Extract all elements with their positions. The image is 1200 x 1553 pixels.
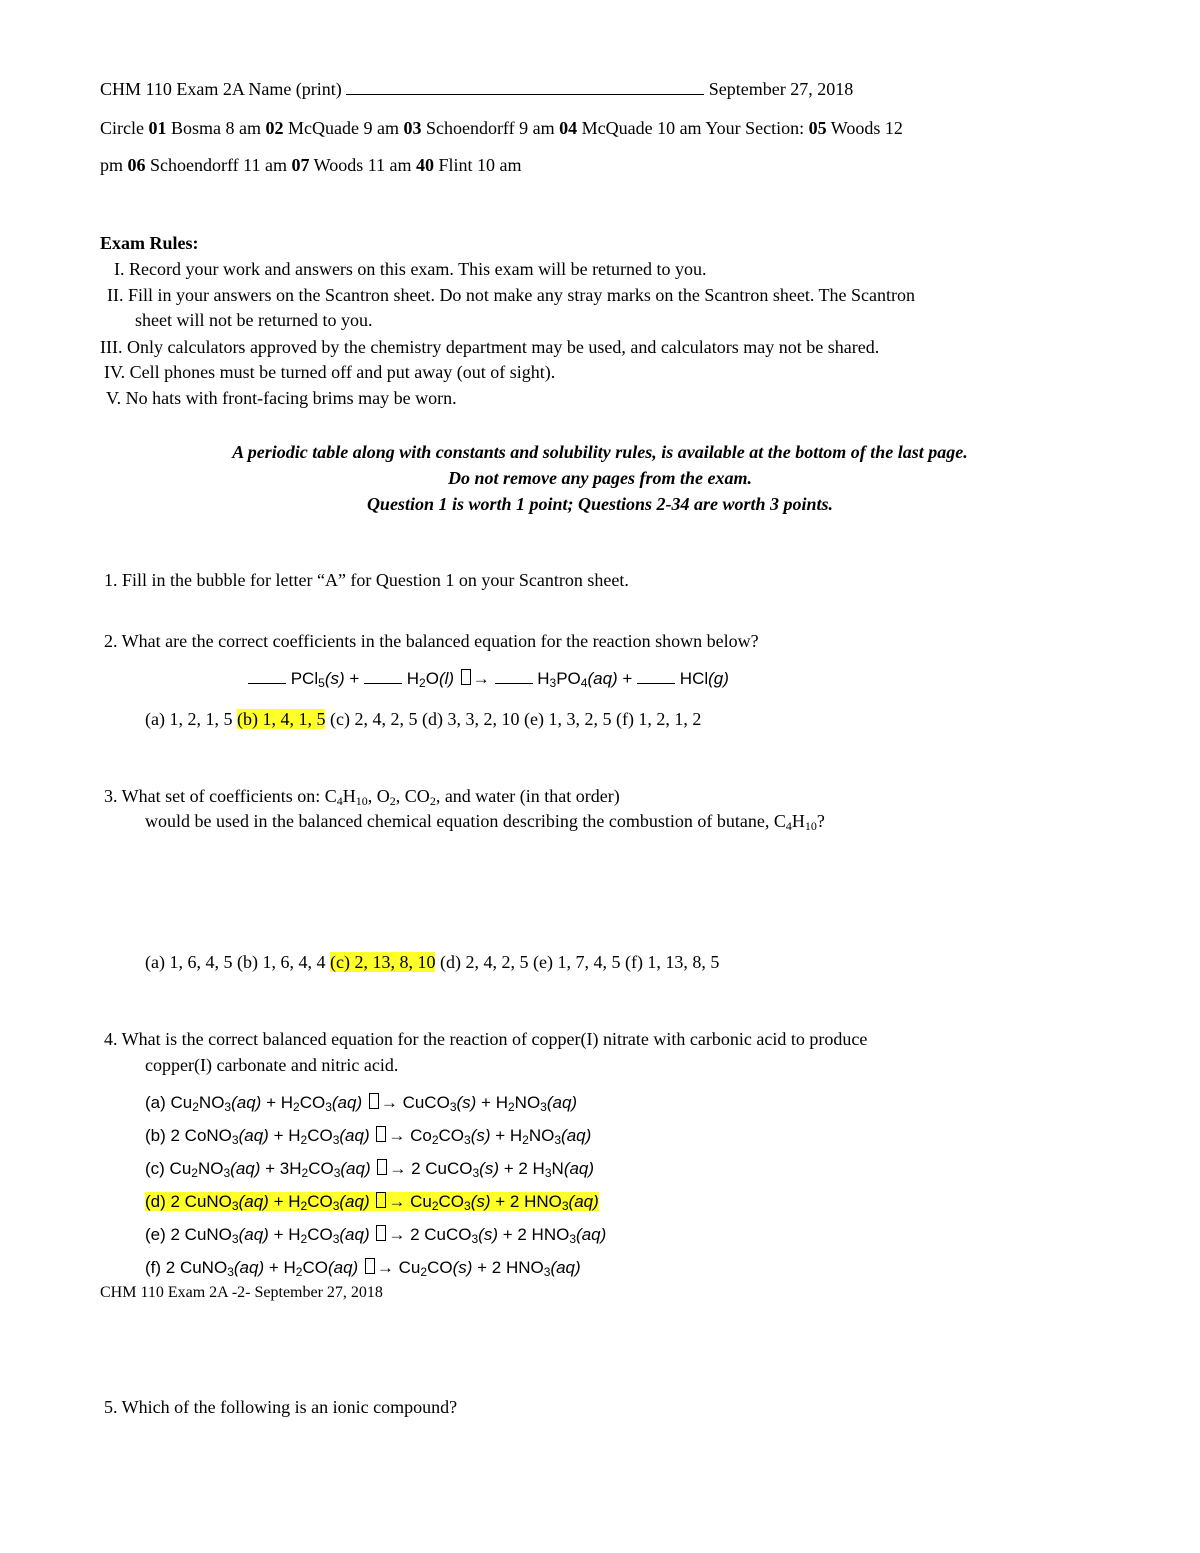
rule-4: IV. Cell phones must be turned off and put away (out of sight). bbox=[104, 362, 556, 382]
section-01-text: Bosma 8 am bbox=[170, 118, 261, 138]
question-4-cont: copper(I) carbonate and nitric acid. bbox=[145, 1055, 399, 1075]
q3-option-e[interactable]: (e) 1, 7, 4, 5 bbox=[532, 952, 621, 972]
q2-option-a[interactable]: (a) 1, 2, 1, 5 bbox=[145, 709, 233, 729]
section-06-number[interactable]: 06 bbox=[127, 155, 146, 175]
q4-option-a[interactable]: (a) $Cu_2NO_3(aq) + H_2CO_3(aq)$ → CuCO$_3$(s) + $H_2NO_3(aq)$ bbox=[145, 1093, 578, 1114]
q2-option-d[interactable]: (d) 3, 3, 2, 10 bbox=[421, 709, 520, 729]
section-01-number[interactable]: 01 bbox=[148, 118, 167, 138]
section-03-number[interactable]: 03 bbox=[403, 118, 422, 138]
q3-option-f[interactable]: (f) 1, 13, 8, 5 bbox=[624, 952, 720, 972]
pm-label: pm bbox=[100, 155, 124, 175]
question-3-cont: would be used in the balanced chemical equation describing the combustion of butane, $C_4H_{10}$? bbox=[145, 811, 825, 833]
section-line-1 bbox=[100, 116, 903, 140]
exam-header bbox=[100, 77, 853, 101]
section-03-text: Schoendorff 9 am bbox=[425, 118, 555, 138]
q4-option-c[interactable]: (c) $Cu_2NO_3(aq) + 3H_2CO_3(aq) \to 2$ CuCO$_3$(s) + 2 $H_3N(aq)$ bbox=[145, 1159, 595, 1180]
q4-option-b[interactable]: (b) 2 CoNO$_3$(aq) + $H_2CO_3(aq) \to Co_2CO_3(s) + H_2NO_3(aq)$ bbox=[145, 1126, 592, 1147]
q3-option-a[interactable]: (a) 1, 6, 4, 5 bbox=[145, 952, 233, 972]
q2-options bbox=[145, 707, 701, 731]
question-4: 4. What is the correct balanced equation for the reaction of copper(I) nitrate with carbonic acid to produce bbox=[104, 1029, 868, 1049]
q3-option-c[interactable]: (c) 2, 13, 8, 10 bbox=[329, 952, 436, 972]
q2-option-b[interactable]: (b) 1, 4, 1, 5 bbox=[236, 709, 326, 729]
section-04-number[interactable]: 04 bbox=[559, 118, 578, 138]
section-04-text: McQuade 10 am Your Section: bbox=[581, 118, 805, 138]
q3-options bbox=[145, 950, 719, 974]
section-06-text: Schoendorff 11 am bbox=[150, 155, 287, 175]
question-2: 2. What are the correct coefficients in the balanced equation for the reaction shown below? bbox=[104, 631, 759, 651]
question-1: 1. Fill in the bubble for letter “A” for Question 1 on your Scantron sheet. bbox=[104, 570, 629, 590]
exam-date: September 27, 2018 bbox=[708, 79, 854, 99]
question-3: 3. What set of coefficients on: $C_4H_{10}$, $O_2$, $CO_2$, and water (in that order) bbox=[104, 786, 620, 808]
circle-label: Circle bbox=[100, 118, 144, 138]
page-footer: CHM 110 Exam 2A -2- September 27, 2018 bbox=[100, 1284, 383, 1301]
rule-1: I. Record your work and answers on this exam. This exam will be returned to you. bbox=[114, 259, 707, 279]
rule-2-cont: sheet will not be returned to you. bbox=[135, 310, 373, 330]
section-40-text: Flint 10 am bbox=[438, 155, 522, 175]
section-05-text: Woods 12 bbox=[830, 118, 903, 138]
section-02-text: McQuade 9 am bbox=[287, 118, 399, 138]
section-07-text: Woods 11 am bbox=[313, 155, 412, 175]
section-line-2 bbox=[100, 153, 522, 177]
section-07-number[interactable]: 07 bbox=[291, 155, 310, 175]
q4-option-d[interactable]: (d) 2 CuNO$_3$(aq) + $H_2CO_3(aq) \to Cu_2CO_3(s) + 2$ $HNO_3(aq)$ bbox=[145, 1192, 599, 1213]
note-no-remove: Do not remove any pages from the exam. bbox=[448, 468, 752, 488]
rule-5: V. No hats with front-facing brims may be worn. bbox=[106, 388, 457, 408]
q2-option-c[interactable]: (c) 2, 4, 2, 5 bbox=[329, 709, 418, 729]
q4-option-f[interactable]: (f) 2 CuNO$_3$(aq) + $H_2CO(aq) \to Cu_2CO(s) + 2$ $HNO_3(aq)$ bbox=[145, 1258, 581, 1279]
q4-option-e[interactable]: (e) 2 CuNO$_3$(aq) + $H_2CO_3(aq) \to 2$ CuCO$_3$(s) + 2 $HNO_3(aq)$ bbox=[145, 1225, 607, 1246]
q2-equation: $PCl_5(s) + H_2O(l) \to H_3PO_4(aq) + HCl(g)$ bbox=[248, 667, 729, 691]
q2-option-f[interactable]: (f) 1, 2, 1, 2 bbox=[615, 709, 702, 729]
q3-option-b[interactable]: (b) 1, 6, 4, 4 bbox=[236, 952, 326, 972]
rule-2: II. Fill in your answers on the Scantron sheet. Do not make any stray marks on the Scantron sheet. The Scantron bbox=[107, 285, 915, 305]
q2-option-e[interactable]: (e) 1, 3, 2, 5 bbox=[523, 709, 612, 729]
section-40-number[interactable]: 40 bbox=[416, 155, 435, 175]
name-blank[interactable] bbox=[346, 78, 704, 95]
q3-option-d[interactable]: (d) 2, 4, 2, 5 bbox=[439, 952, 529, 972]
exam-title: CHM 110 Exam 2A Name (print) bbox=[100, 79, 342, 99]
rule-3: III. Only calculators approved by the chemistry department may be used, and calculators may not be shared. bbox=[100, 337, 880, 357]
section-05-number[interactable]: 05 bbox=[808, 118, 827, 138]
section-02-number[interactable]: 02 bbox=[265, 118, 284, 138]
rules-title: Exam Rules: bbox=[100, 233, 199, 253]
question-5: 5. Which of the following is an ionic compound? bbox=[104, 1397, 458, 1417]
note-periodic-table: A periodic table along with constants and solubility rules, is available at the bottom of the last page. bbox=[232, 442, 968, 462]
note-points: Question 1 is worth 1 point; Questions 2-34 are worth 3 points. bbox=[366, 494, 834, 514]
